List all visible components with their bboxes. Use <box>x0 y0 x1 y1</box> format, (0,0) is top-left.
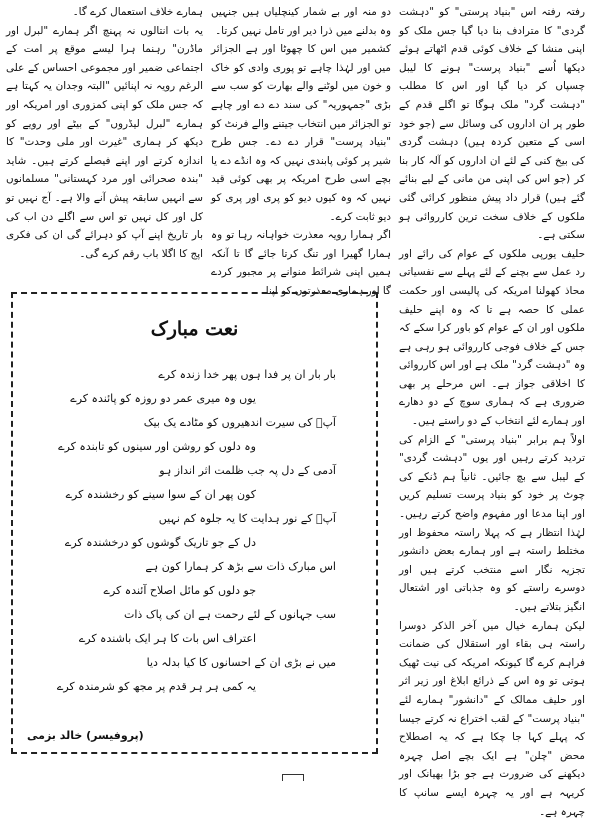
naat-verse: وہ دلوں کو روشن اور سینوں کو تابندہ کرے <box>58 440 256 453</box>
naat-author: (پروفیسر) خالد بزمی <box>27 729 144 742</box>
naat-verse: یہ کمی ہر ہر قدم پر مجھ کو شرمندہ کرے <box>56 680 256 693</box>
naat-verse: آپؐ کے نور ہدایت کا یہ جلوہ کم نہیں <box>158 512 336 525</box>
article-paragraph: رفتہ رفتہ اس "بنیاد پرستی" کو "دہشت گردی" کا مترادف بنا دیا گیا جس ملک کو اپنی منشا کے خلاف کوئی قدم اٹھاتے ہوئے دیکھا اُسے "بنیاد پرست" ہونے کا لیبل چسپاں کر دیا گیا اور اس کا مطلب "دہشت گرد" ملک ہوگا تو اگلے قدم کے طور پر ان اداروں کی وسائل سے (جو خود اسی کے متعین کردہ ہیں) دہشت گردی کی بیخ کنی کے لئے ان اداروں کو آلہ کار بنا کر (جو اس کی اپنی من مانی کے لیے بنائے گئے ہیں) قرار داد پیش منظور کرائی گئی ملکوں کے خلاف سخت ترین کارروائی ہو سکتی ہے۔ <box>399 6 585 242</box>
article-right-column <box>399 3 585 818</box>
article-paragraph: حلیف یورپی ملکوں کے عوام کی رائے اور رد عمل سے بچنے کے لئے پہلے سے نفسیاتی محاذ کھولنا امریکہ کی پالیسی اور حکمت عملی کا حصہ ہے تا کہ وہ اپنے حلیف ملکوں اور ان کے عوام کو باور کرا سکے کہ جس کے خلاف فوجی کارروائی ہو رہی ہے وہ "دہشت گرد" ملک ہے اور اس کارروائی کا اخلاقی جواز ہے۔ اس مرحلے پر بھی ضروری ہے کہ ہماری سوچ کے دو دھارے اور ہمارے لئے انتخاب کے دو راستے ہیں۔ <box>399 247 585 428</box>
article-paragraph: لیکن ہمارے خیال میں آخر الذکر دوسرا راستہ ہی بقاء اور استقلال کی ضمانت فراہم کرے گا کیونکہ امریکہ کی نیت ٹھیک ہوتی تو وہ اس کے ذرائع ابلاغ اور زیر اثر اور حلیف ممالک کے "دانشور" ہمارے لئے "بنیاد پرست" کے لقب اختراع نہ کرتے جیسا کہ پہلے کہا جا چکا ہے کہ یہ اصطلاح محض "چلن" ہے ایک بچے اصل چہرہ دیکھنے کی ضرورت ہے جو بڑا بھیانک اور کریہہ ہے اور یہ چہرہ ایسے سانپ کا چہرہ ہے۔ <box>399 619 585 818</box>
article-paragraph: اولاً ہم برابر "بنیاد پرستی" کے الزام کی تردید کرتے رہیں اور یوں "دہشت گردی" کے لیبل سے بچ جائیں۔ ثانیاً ہم ڈنکے کی چوٹ پر خود کو بنیاد پرست تسلیم کریں اور اپنا مدعا اور مفہوم واضح کرتے رہیں۔ لہٰذا انتظار ہے کہ پہلا راستہ محفوظ اور مختلط راستہ ہے اور ہمارے بعض دانشور تجزیہ نگار اسے منتخب کرتے ہیں اور دوسرے راستے کو وہ جذباتی اور اشتعال انگیز بتلاتے ہیں۔ <box>399 433 585 613</box>
naat-verse: اعتراف اس بات کا ہر ایک باشندہ کرے <box>78 632 256 645</box>
naat-verse: سب جہانوں کے لئے رحمت ہے ان کی پاک ذات <box>124 608 336 621</box>
naat-verse: آدمی کے دل پہ جب ظلمت اثر انداز ہو <box>159 464 336 477</box>
naat-verse: دل کے جو تاریک گوشوں کو درخشندہ کرے <box>64 536 256 549</box>
article-paragraph: یہ بات انتالوں نہ پہنچ اگر ہمارے "لبرل اور ماڈرن" رہنما ہرا لیسے موقع پر امت کے اجتماعی ضمیر اور مجموعی احساس کے علی الرغم رویہ نہ اپنائیں "البتہ وجدان یہ کہتا ہے کہ جس ملک کو اپنی کمزوری اور امریکہ اور ہمارے "لبرل لیڈروں" کے بیٹے اور رویے کو دیکھ کر ہماری "غیرت اور ملی وحدت" کا اندازہ کرتے اور اپنے فیصلے کرتے ہیں۔ شاید "بندہ صحرائی اور مرد کہستانی" مسلمانوں سے انہیں سابقہ پیش آنے والا ہے۔ آج نہیں تو کل اور کل نہیں تو اس سے اگلے دن اب کی بار تاریخ اپنے آپ کو دہرائے گی ان کی فکری اپج کا اگلا باب رقم کرے گی۔ <box>6 24 203 260</box>
naat-verse: جو دلوں کو مائل اصلاح آئندہ کرے <box>103 584 256 597</box>
naat-box <box>11 292 378 754</box>
page-marker <box>282 774 304 781</box>
article-middle-column <box>211 3 391 297</box>
naat-verse: یوں وہ میری عمر دو روزہ کو پائندہ کرے <box>70 392 256 405</box>
naat-verse: اس مبارک ذات سے بڑھ کر ہمارا کون ہے <box>145 560 336 573</box>
article-paragraph: اگر ہمارا رویہ معذرت خواہانہ رہا تو وہ ہمارا گھیرا اور تنگ کرتا جائے گا تا آنکہ ہمیں اپنی شرائط منوانے پر مجبور کردے گا اور ہماری معذرتوں کو اپنا <box>211 229 391 297</box>
naat-verse: کون پھر ان کے سوا سینے کو رخشندہ کرے <box>65 488 256 501</box>
article-paragraph: دو منہ اور بے شمار کینچلیاں ہیں جنہیں وہ بدلنے میں ذرا دیر اور تامل نہیں کرتا۔ <box>211 6 391 37</box>
naat-verse: آپؐ کی سیرت اندھیروں کو مٹادے یک بیک <box>143 416 336 429</box>
article-paragraph: ہمارے خلاف استعمال کرے گا۔ <box>72 6 203 18</box>
naat-verse: بار بار ان پر فدا ہوں پھر خدا زندہ کرے <box>158 368 336 381</box>
article-left-column <box>6 3 203 288</box>
naat-title: نعت مبارک <box>150 318 239 340</box>
naat-verse: میں نے بڑی ان کے احسانوں کا کیا بدلہ دیا <box>146 656 336 669</box>
article-paragraph: کشمیر میں اس کا چھوٹا اور ہے الجزائر میں اور لہٰذا چاہے تو پوری وادی کو خاک و خون میں لوٹنے والے بھارت کو سب سے بڑی "جمہوریہ" کی سند دے دے اور چاہے تو الجزائر میں انتخاب جیتنے والے فرنٹ کو "بنیاد پرست" قرار دے دے۔ جس طرح شیر پر کوئی پابندی نہیں کہ وہ انڈے دے یا بچے اسی طرح امریکہ پر بھی کوئی قید نہیں کہ وہ کیوں دیو کو پری اور پری کو دیو ثابت کرے۔ <box>211 43 391 223</box>
